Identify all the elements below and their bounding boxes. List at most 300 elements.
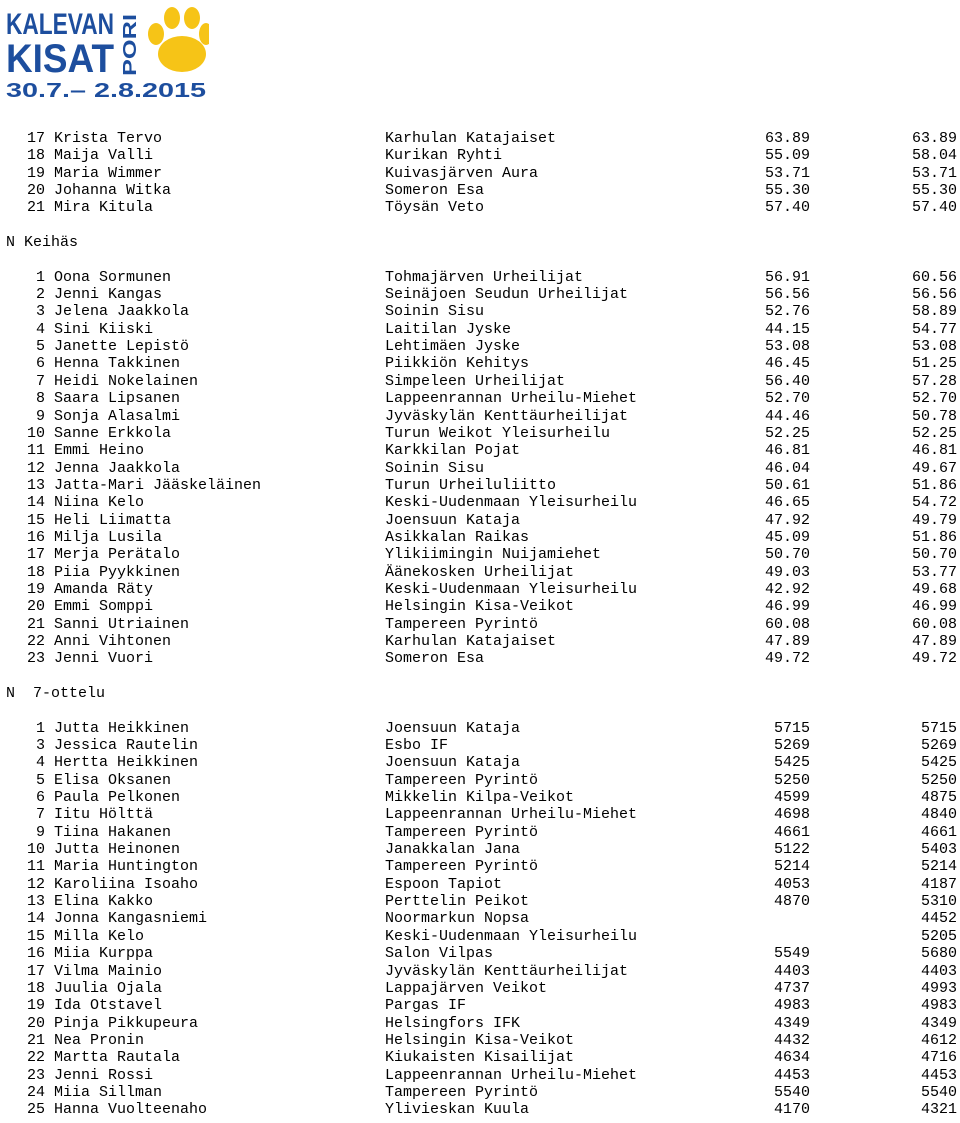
club-name: Turun Weikot Yleisurheilu — [385, 424, 611, 442]
athlete-name: Mira Kitula — [54, 199, 154, 217]
athlete-name: Iitu Hölttä — [54, 806, 154, 824]
result-row — [0, 1015, 960, 1032]
result-value-2: 46.81 — [911, 442, 957, 460]
place-number: 17 — [26, 962, 45, 980]
athlete-name: Anni Vihtonen — [54, 632, 172, 650]
athlete-name: Milja Lusila — [54, 528, 163, 546]
result-value-1: 52.70 — [764, 390, 810, 408]
place-number: 2 — [35, 286, 45, 304]
result-row — [0, 1032, 960, 1049]
result-value-1: 5250 — [773, 771, 810, 789]
result-value-2: 4403 — [920, 962, 957, 980]
result-value-2: 51.86 — [911, 476, 957, 494]
club-name: Piikkiön Kehitys — [385, 355, 530, 373]
result-value-1: 5715 — [773, 719, 810, 737]
spacer — [0, 251, 960, 268]
result-value-1: 46.45 — [764, 355, 810, 373]
place-number: 19 — [26, 580, 45, 598]
result-value-1: 45.09 — [764, 528, 810, 546]
athlete-name: Miia Sillman — [54, 1083, 163, 1101]
result-row — [0, 147, 960, 164]
logo-city: PORI — [120, 31, 140, 76]
result-value-2: 50.78 — [911, 407, 957, 425]
club-name: Esbo IF — [385, 737, 449, 755]
section-title — [0, 234, 960, 251]
result-row — [0, 546, 960, 563]
place-number: 12 — [26, 459, 45, 477]
result-value-1: 5122 — [773, 841, 810, 859]
result-value-2: 49.68 — [911, 580, 957, 598]
athlete-name: Amanda Räty — [54, 580, 154, 598]
athlete-name: Juulia Ojala — [54, 979, 163, 997]
place-number: 21 — [26, 615, 45, 633]
athlete-name: Jenni Vuori — [54, 650, 154, 668]
result-value-1: 4170 — [773, 1101, 810, 1119]
result-row — [0, 1049, 960, 1066]
place-number: 22 — [26, 1049, 45, 1067]
athlete-name: Tiina Hakanen — [54, 823, 172, 841]
club-name: Kurikan Ryhti — [385, 147, 503, 165]
result-row — [0, 425, 960, 442]
result-value-2: 52.70 — [911, 390, 957, 408]
result-row — [0, 772, 960, 789]
place-number: 16 — [26, 945, 45, 963]
place-number: 4 — [35, 320, 45, 338]
athlete-name: Sonja Alasalmi — [54, 407, 181, 425]
result-value-1: 5540 — [773, 1083, 810, 1101]
result-row — [0, 165, 960, 182]
athlete-name: Maija Valli — [54, 147, 154, 165]
athlete-name: Jessica Rautelin — [54, 737, 199, 755]
place-number: 20 — [26, 598, 45, 616]
place-number: 11 — [26, 442, 45, 460]
result-value-2: 5310 — [920, 893, 957, 911]
result-value-2: 5269 — [920, 737, 957, 755]
result-value-2: 5715 — [920, 719, 957, 737]
athlete-name: Elina Kakko — [54, 893, 154, 911]
result-value-2: 56.56 — [911, 286, 957, 304]
athlete-name: Oona Sormunen — [54, 268, 172, 286]
place-number: 24 — [26, 1083, 45, 1101]
club-name: Tohmajärven Urheilijat — [385, 268, 584, 286]
club-name: Laitilan Jyske — [385, 320, 512, 338]
place-number: 13 — [26, 893, 45, 911]
result-row — [0, 130, 960, 147]
result-value-2: 49.72 — [911, 650, 957, 668]
place-number: 7 — [35, 372, 45, 390]
club-name: Keski-Uudenmaan Yleisurheilu — [385, 580, 638, 598]
place-number: 11 — [26, 858, 45, 876]
spacer — [0, 217, 960, 234]
place-number: 22 — [26, 632, 45, 650]
result-value-1: 4453 — [773, 1066, 810, 1084]
club-name: Seinäjoen Seudun Urheilijat — [385, 286, 629, 304]
result-value-1: 4432 — [773, 1031, 810, 1049]
result-value-2: 57.40 — [911, 199, 957, 217]
athlete-name: Hertta Heikkinen — [54, 754, 199, 772]
result-row — [0, 390, 960, 407]
athlete-name: Merja Perätalo — [54, 546, 181, 564]
result-row — [0, 1101, 960, 1118]
place-number: 21 — [26, 1031, 45, 1049]
result-value-2: 51.86 — [911, 528, 957, 546]
result-value-1: 5549 — [773, 945, 810, 963]
result-row — [0, 997, 960, 1014]
result-row — [0, 338, 960, 355]
place-number: 1 — [35, 719, 45, 737]
result-row — [0, 754, 960, 771]
club-name: Jyväskylän Kenttäurheilijat — [385, 962, 629, 980]
result-value-2: 55.30 — [911, 182, 957, 200]
athlete-name: Johanna Witka — [54, 182, 172, 200]
result-value-1: 4737 — [773, 979, 810, 997]
result-value-1: 4661 — [773, 823, 810, 841]
club-name: Helsingfors IFK — [385, 1014, 521, 1032]
section-title-text: N Keihäs — [6, 234, 79, 252]
result-value-1: 56.56 — [764, 286, 810, 304]
club-name: Salon Vilpas — [385, 945, 494, 963]
logo-dates: 30.7.– 2.8.2015 — [6, 80, 206, 100]
result-value-2: 4453 — [920, 1066, 957, 1084]
result-row — [0, 876, 960, 893]
result-row — [0, 841, 960, 858]
result-value-2: 58.89 — [911, 303, 957, 321]
club-name: Lehtimäen Jyske — [385, 338, 521, 356]
athlete-name: Janette Lepistö — [54, 338, 190, 356]
result-value-1: 49.03 — [764, 563, 810, 581]
result-row — [0, 199, 960, 216]
athlete-name: Emmi Heino — [54, 442, 145, 460]
result-value-1: 46.99 — [764, 598, 810, 616]
place-number: 3 — [35, 737, 45, 755]
club-name: Soinin Sisu — [385, 303, 485, 321]
result-row — [0, 824, 960, 841]
result-value-1: 47.89 — [764, 632, 810, 650]
section-title — [0, 685, 960, 702]
place-number: 15 — [26, 927, 45, 945]
athlete-name: Elisa Oksanen — [54, 771, 172, 789]
club-name: Lappajärven Veikot — [385, 979, 548, 997]
result-row — [0, 373, 960, 390]
result-value-1: 42.92 — [764, 580, 810, 598]
result-value-2: 54.77 — [911, 320, 957, 338]
athlete-name: Pinja Pikkupeura — [54, 1014, 199, 1032]
result-row — [0, 1084, 960, 1101]
place-number: 21 — [26, 199, 45, 217]
result-value-1: 50.61 — [764, 476, 810, 494]
result-value-2: 4661 — [920, 823, 957, 841]
club-name: Pargas IF — [385, 997, 467, 1015]
result-value-1: 4403 — [773, 962, 810, 980]
club-name: Jyväskylän Kenttäurheilijat — [385, 407, 629, 425]
result-value-1: 60.08 — [764, 615, 810, 633]
athlete-name: Emmi Somppi — [54, 598, 154, 616]
club-name: Tampereen Pyrintö — [385, 1083, 539, 1101]
result-value-2: 50.70 — [911, 546, 957, 564]
place-number: 6 — [35, 355, 45, 373]
result-value-1: 5425 — [773, 754, 810, 772]
result-value-2: 51.25 — [911, 355, 957, 373]
result-value-2: 57.28 — [911, 372, 957, 390]
place-number: 1 — [35, 268, 45, 286]
result-row — [0, 286, 960, 303]
club-name: Someron Esa — [385, 650, 485, 668]
result-row — [0, 564, 960, 581]
result-row — [0, 928, 960, 945]
logo-line1: KALEVAN — [6, 8, 114, 41]
athlete-name: Paula Pelkonen — [54, 789, 181, 807]
athlete-name: Sanni Utriainen — [54, 615, 190, 633]
result-value-1: 4698 — [773, 806, 810, 824]
place-number: 25 — [26, 1101, 45, 1119]
result-value-1: 52.76 — [764, 303, 810, 321]
result-value-2: 58.04 — [911, 147, 957, 165]
result-value-1: 57.40 — [764, 199, 810, 217]
athlete-name: Henna Takkinen — [54, 355, 181, 373]
result-row — [0, 980, 960, 997]
place-number: 12 — [26, 875, 45, 893]
result-value-2: 4840 — [920, 806, 957, 824]
place-number: 20 — [26, 1014, 45, 1032]
club-name: Kiukaisten Kisailijat — [385, 1049, 575, 1067]
result-value-2: 4452 — [920, 910, 957, 928]
place-number: 16 — [26, 528, 45, 546]
club-name: Janakkalan Jana — [385, 841, 521, 859]
place-number: 19 — [26, 997, 45, 1015]
result-value-2: 5425 — [920, 754, 957, 772]
club-name: Joensuun Kataja — [385, 511, 521, 529]
place-number: 17 — [26, 546, 45, 564]
result-value-1: 49.72 — [764, 650, 810, 668]
result-row — [0, 720, 960, 737]
result-value-1: 5214 — [773, 858, 810, 876]
result-value-2: 4983 — [920, 997, 957, 1015]
athlete-name: Heli Liimatta — [54, 511, 172, 529]
athlete-name: Miia Kurppa — [54, 945, 154, 963]
place-number: 7 — [35, 806, 45, 824]
club-name: Espoon Tapiot — [385, 875, 503, 893]
place-number: 23 — [26, 1066, 45, 1084]
athlete-name: Jonna Kangasniemi — [54, 910, 208, 928]
result-value-2: 4187 — [920, 875, 957, 893]
result-value-1: 4053 — [773, 875, 810, 893]
result-row — [0, 182, 960, 199]
club-name: Karhulan Katajaiset — [385, 632, 557, 650]
club-name: Simpeleen Urheilijat — [385, 372, 566, 390]
club-name: Someron Esa — [385, 182, 485, 200]
place-number: 18 — [26, 979, 45, 997]
result-value-1: 50.70 — [764, 546, 810, 564]
kalevan-kisat-logo — [4, 4, 209, 100]
result-row — [0, 893, 960, 910]
athlete-name: Krista Tervo — [54, 130, 163, 147]
athlete-name: Saara Lipsanen — [54, 390, 181, 408]
athlete-name: Niina Kelo — [54, 494, 145, 512]
athlete-name: Vilma Mainio — [54, 962, 163, 980]
place-number: 14 — [26, 494, 45, 512]
club-name: Soinin Sisu — [385, 459, 485, 477]
result-value-1: 55.09 — [764, 147, 810, 165]
place-number: 4 — [35, 754, 45, 772]
club-name: Lappeenrannan Urheilu-Miehet — [385, 390, 638, 408]
logo-line2: KISAT — [6, 37, 114, 81]
place-number: 10 — [26, 424, 45, 442]
athlete-name: Hanna Vuolteenaho — [54, 1101, 208, 1119]
place-number: 9 — [35, 407, 45, 425]
result-value-1: 46.81 — [764, 442, 810, 460]
result-value-1: 44.46 — [764, 407, 810, 425]
result-value-2: 5250 — [920, 771, 957, 789]
result-row — [0, 945, 960, 962]
club-name: Tampereen Pyrintö — [385, 823, 539, 841]
result-value-2: 63.89 — [911, 130, 957, 147]
place-number: 20 — [26, 182, 45, 200]
place-number: 5 — [35, 771, 45, 789]
place-number: 3 — [35, 303, 45, 321]
paw-print-icon — [148, 7, 209, 72]
result-value-2: 46.99 — [911, 598, 957, 616]
club-name: Helsingin Kisa-Veikot — [385, 598, 575, 616]
result-value-2: 52.25 — [911, 424, 957, 442]
result-row — [0, 303, 960, 320]
result-row — [0, 737, 960, 754]
athlete-name: Ida Otstavel — [54, 997, 163, 1015]
result-row — [0, 910, 960, 927]
result-value-1: 47.92 — [764, 511, 810, 529]
result-value-2: 4612 — [920, 1031, 957, 1049]
club-name: Turun Urheiluliitto — [385, 476, 557, 494]
result-row — [0, 477, 960, 494]
club-name: Keski-Uudenmaan Yleisurheilu — [385, 494, 638, 512]
athlete-name: Sanne Erkkola — [54, 424, 172, 442]
club-name: Äänekosken Urheilijat — [385, 563, 575, 581]
athlete-name: Jelena Jaakkola — [54, 303, 190, 321]
athlete-name: Martta Rautala — [54, 1049, 181, 1067]
result-row — [0, 512, 960, 529]
result-row — [0, 963, 960, 980]
result-row — [0, 616, 960, 633]
result-value-2: 5680 — [920, 945, 957, 963]
place-number: 5 — [35, 338, 45, 356]
result-row — [0, 408, 960, 425]
result-row — [0, 581, 960, 598]
result-value-1: 53.71 — [764, 164, 810, 182]
club-name: Keski-Uudenmaan Yleisurheilu — [385, 927, 638, 945]
result-value-2: 60.08 — [911, 615, 957, 633]
result-value-1: 4870 — [773, 893, 810, 911]
place-number: 6 — [35, 789, 45, 807]
result-value-1: 5269 — [773, 737, 810, 755]
result-value-2: 4993 — [920, 979, 957, 997]
club-name: Mikkelin Kilpa-Veikot — [385, 789, 575, 807]
club-name: Perttelin Peikot — [385, 893, 530, 911]
result-row — [0, 650, 960, 667]
result-value-1: 4599 — [773, 789, 810, 807]
result-value-2: 4349 — [920, 1014, 957, 1032]
result-row — [0, 269, 960, 286]
place-number: 23 — [26, 650, 45, 668]
result-value-2: 5205 — [920, 927, 957, 945]
result-value-2: 4716 — [920, 1049, 957, 1067]
result-value-1: 46.65 — [764, 494, 810, 512]
club-name: Töysän Veto — [385, 199, 485, 217]
result-value-2: 60.56 — [911, 268, 957, 286]
result-value-1: 52.25 — [764, 424, 810, 442]
club-name: Ylikiimingin Nuijamiehet — [385, 546, 602, 564]
result-row — [0, 598, 960, 615]
result-value-2: 4321 — [920, 1101, 957, 1119]
result-row — [0, 494, 960, 511]
result-value-2: 53.08 — [911, 338, 957, 356]
athlete-name: Sini Kiiski — [54, 320, 154, 338]
result-value-1: 53.08 — [764, 338, 810, 356]
result-row — [0, 806, 960, 823]
club-name: Joensuun Kataja — [385, 754, 521, 772]
place-number: 18 — [26, 563, 45, 581]
result-value-2: 53.71 — [911, 164, 957, 182]
place-number: 8 — [35, 390, 45, 408]
result-value-2: 5214 — [920, 858, 957, 876]
club-name: Lappeenrannan Urheilu-Miehet — [385, 1066, 638, 1084]
result-value-1: 56.91 — [764, 268, 810, 286]
result-value-1: 46.04 — [764, 459, 810, 477]
result-value-1: 4983 — [773, 997, 810, 1015]
result-value-2: 5403 — [920, 841, 957, 859]
result-value-1: 55.30 — [764, 182, 810, 200]
athlete-name: Jenni Kangas — [54, 286, 163, 304]
place-number: 18 — [26, 147, 45, 165]
result-value-1: 63.89 — [764, 130, 810, 147]
athlete-name: Jutta Heikkinen — [54, 719, 190, 737]
club-name: Noormarkun Nopsa — [385, 910, 530, 928]
result-value-2: 54.72 — [911, 494, 957, 512]
athlete-name: Karoliina Isoaho — [54, 875, 199, 893]
club-name: Karhulan Katajaiset — [385, 130, 557, 147]
club-name: Asikkalan Raikas — [385, 528, 530, 546]
result-row — [0, 529, 960, 546]
result-value-2: 49.79 — [911, 511, 957, 529]
athlete-name: Jenna Jaakkola — [54, 459, 181, 477]
result-row — [0, 321, 960, 338]
place-number: 17 — [26, 130, 45, 147]
athlete-name: Jatta-Mari Jääskeläinen — [54, 476, 262, 494]
club-name: Tampereen Pyrintö — [385, 771, 539, 789]
club-name: Tampereen Pyrintö — [385, 858, 539, 876]
result-value-2: 5540 — [920, 1083, 957, 1101]
place-number: 13 — [26, 476, 45, 494]
result-value-2: 49.67 — [911, 459, 957, 477]
athlete-name: Piia Pyykkinen — [54, 563, 181, 581]
place-number: 14 — [26, 910, 45, 928]
section-title-text: N 7-ottelu — [6, 685, 106, 702]
club-name: Kuivasjärven Aura — [385, 164, 539, 182]
result-value-1: 44.15 — [764, 320, 810, 338]
athlete-name: Maria Wimmer — [54, 164, 163, 182]
athlete-name: Jenni Rossi — [54, 1066, 154, 1084]
result-row — [0, 633, 960, 650]
result-value-2: 4875 — [920, 789, 957, 807]
results-list — [0, 130, 960, 1119]
result-row — [0, 460, 960, 477]
club-name: Joensuun Kataja — [385, 719, 521, 737]
place-number: 15 — [26, 511, 45, 529]
result-value-2: 47.89 — [911, 632, 957, 650]
result-row — [0, 1067, 960, 1084]
result-row — [0, 442, 960, 459]
place-number: 19 — [26, 164, 45, 182]
club-name: Karkkilan Pojat — [385, 442, 521, 460]
result-value-2: 53.77 — [911, 563, 957, 581]
